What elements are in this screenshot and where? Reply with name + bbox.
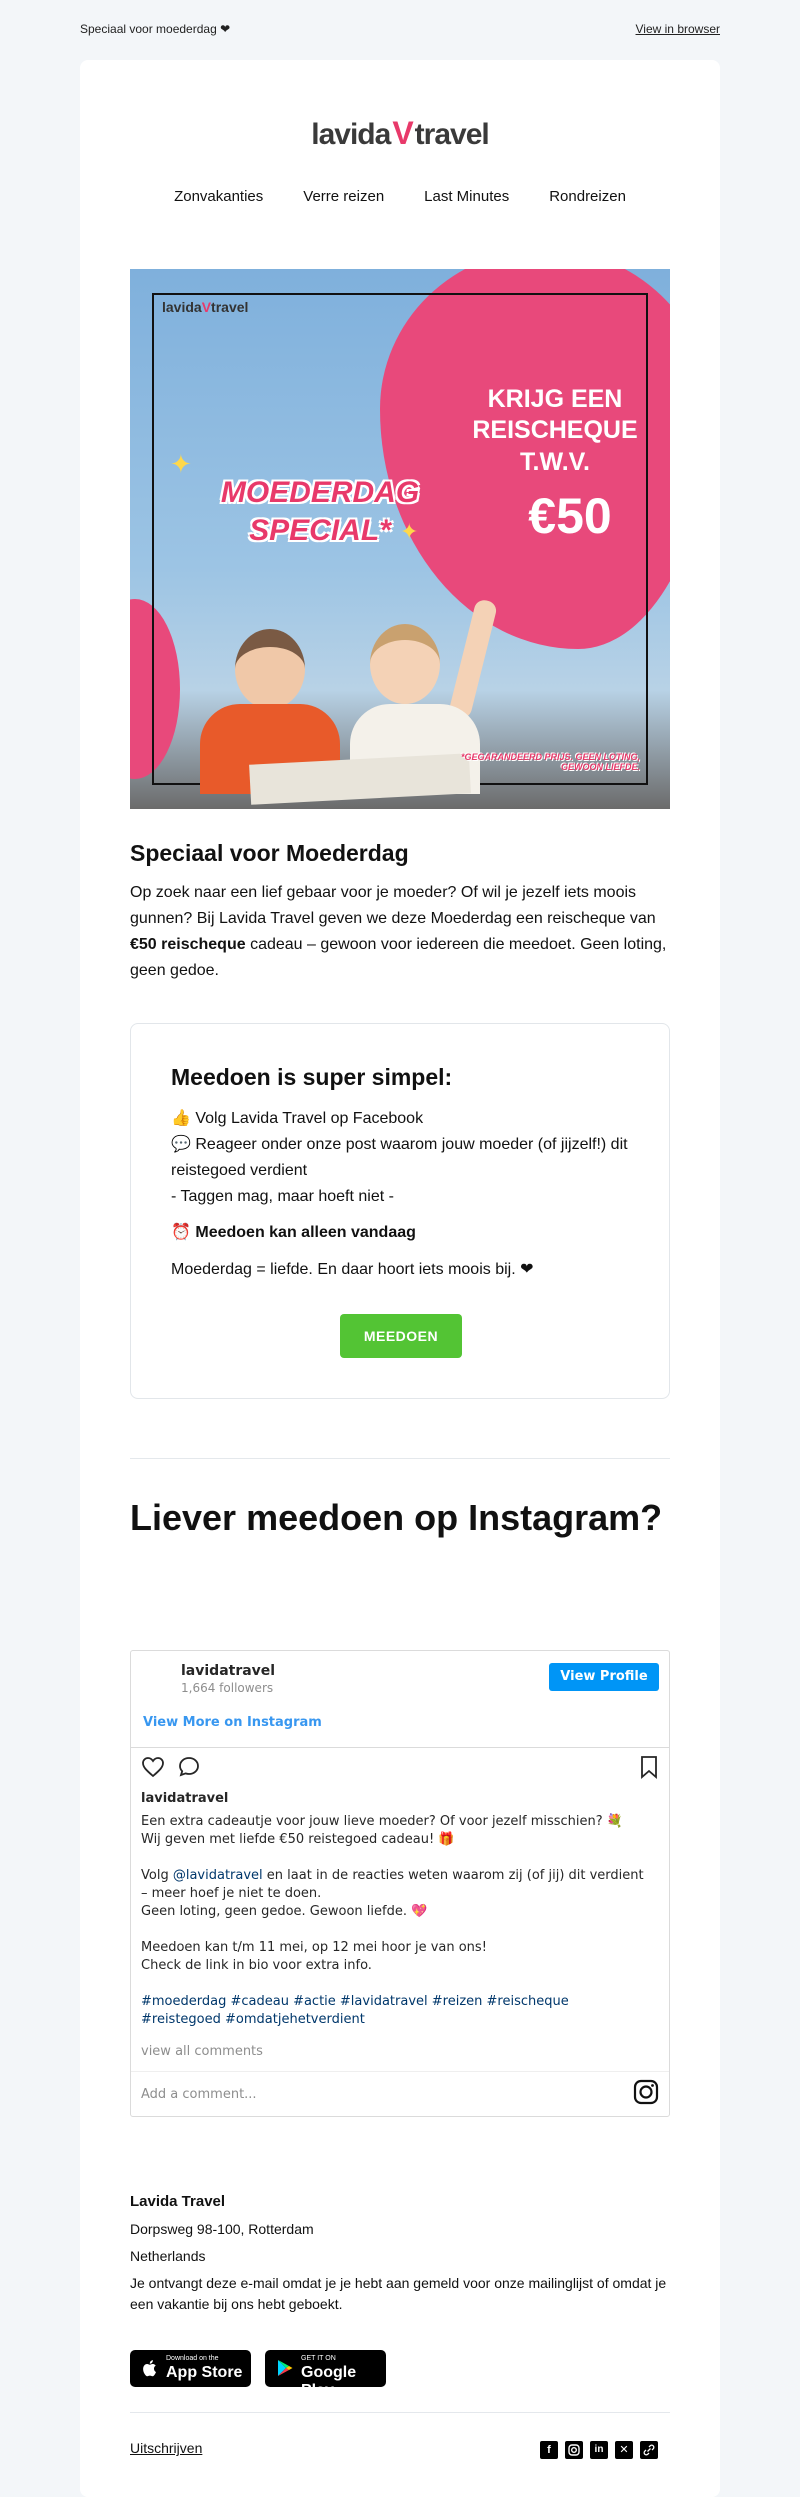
linkedin-icon[interactable]: in (590, 2441, 608, 2459)
bookmark-icon[interactable] (639, 1755, 659, 1779)
nav-item-zonvakanties[interactable]: Zonvakanties (174, 188, 264, 205)
hero-offer-line2: REISCHEQUE (472, 416, 638, 445)
steps-box (130, 1023, 670, 1399)
hero-fine-print (430, 752, 640, 772)
hero-logo-right: travel (211, 299, 249, 315)
instagram-embed (130, 1650, 670, 2117)
view-profile-button[interactable]: View Profile (549, 1663, 659, 1691)
caption-p3-line2: Check de link in bio voor extra info. (141, 1958, 372, 1973)
hero-title-line2: SPECIAL* (249, 513, 391, 547)
caption-p2-suffix: en laat in de reacties weten waarom zij (of jij) dit verdient – meer hoef je niet te doen. (141, 1868, 644, 1901)
view-all-comments-link[interactable]: view all comments (141, 2044, 263, 2059)
footer-country: Netherlands (130, 2248, 206, 2264)
step-deadline: ⏰ Meedoen kan alleen vandaag (171, 1224, 416, 1241)
link-icon[interactable] (640, 2441, 658, 2459)
mother-photo (200, 619, 340, 769)
app-store-badge[interactable] (130, 2350, 251, 2387)
section-divider (130, 1458, 670, 1459)
preheader-text: Speciaal voor moederdag ❤ (80, 22, 231, 36)
hero-title (200, 474, 440, 549)
email-card (80, 60, 720, 2497)
x-icon[interactable]: ✕ (615, 2441, 633, 2459)
caption-hashtags[interactable]: #moederdag #cadeau #actie #lavidatravel #reizen #reischeque #reistegoed #omdatjehetverdient (141, 1994, 569, 2027)
caption-mention-link[interactable]: @lavidatravel (172, 1868, 263, 1883)
footer-divider (130, 2412, 670, 2413)
instagram-avatar[interactable] (143, 1663, 173, 1693)
facebook-icon[interactable]: f (540, 2441, 558, 2459)
sparkle-icon: ✦ (400, 519, 419, 544)
apple-icon (140, 2358, 160, 2378)
google-play-icon (275, 2358, 295, 2378)
nav-item-last-minutes[interactable]: Last Minutes (424, 188, 510, 205)
footer-company: Lavida Travel (130, 2193, 226, 2210)
hero-amount: €50 (528, 488, 612, 544)
heart-icon[interactable] (141, 1755, 165, 1779)
step-follow: 👍 Volg Lavida Travel op Facebook (171, 1110, 424, 1127)
brand-logo-right: travel (414, 118, 489, 151)
caption-p3-line1: Meedoen kan t/m 11 mei, op 12 mei hoor je van ons! (141, 1940, 487, 1955)
hero-logo (162, 299, 248, 315)
hero-offer-line1: KRIJG EEN (487, 385, 623, 413)
instagram-icon[interactable] (565, 2441, 583, 2459)
steps-closing: Moederdag = liefde. En daar hoort iets moois bij. ❤ (171, 1261, 534, 1278)
app-store-small: Download on the (166, 2355, 219, 2362)
main-nav (80, 188, 720, 205)
nav-item-rondreizen[interactable]: Rondreizen (549, 188, 626, 205)
hero-offer-line3: T.W.V. (520, 447, 590, 476)
instagram-icon[interactable] (633, 2079, 659, 2105)
person-head (235, 629, 305, 709)
hero-logo-left: lavida (162, 299, 202, 315)
hero-fine-print-line1: *GEGARANDEERD PRIJS. GEEN LOTING, (460, 752, 640, 762)
meedoen-button[interactable]: MEEDOEN (340, 1314, 462, 1358)
pointing-arm (448, 598, 498, 720)
view-more-instagram-link[interactable]: View More on Instagram (143, 1715, 322, 1730)
instagram-divider (131, 1747, 669, 1748)
brand-logo[interactable] (80, 115, 720, 152)
brand-logo-left: lavida (311, 118, 391, 151)
caption-p2 (141, 1867, 651, 1903)
intro-heading: Speciaal voor Moederdag (130, 840, 409, 866)
caption-username[interactable]: lavidatravel (141, 1791, 229, 1806)
instagram-divider (131, 2071, 669, 2072)
footer-notice: Je ontvangt deze e-mail omdat je je hebt aan gemeld voor onze mailinglijst of omdat je een vakantie bij ons hebt geboekt. (130, 2275, 667, 2312)
view-in-browser-link[interactable]: View in browser (635, 22, 720, 36)
hero-banner[interactable] (130, 269, 670, 809)
steps-heading: Meedoen is super simpel: (171, 1064, 453, 1090)
hero-title-line1: MOEDERDAG (220, 476, 420, 509)
preheader (0, 0, 800, 60)
google-play-badge[interactable] (265, 2350, 386, 2399)
add-comment-input[interactable]: Add a comment... (141, 2087, 257, 2102)
step-comment: 💬 Reageer onder onze post waarom jouw moeder (of jijzelf!) dit reistegoed verdient (171, 1136, 628, 1179)
step-tag-note: - Taggen mag, maar hoeft niet - (171, 1188, 394, 1205)
intro-text-after: cadeau – gewoon voor iedereen die meedoet. Geen loting, geen gedoe. (130, 936, 667, 979)
intro-text-before: Op zoek naar een lief gebaar voor je moeder? Of wil je jezelf iets moois gunnen? Bij Lavida Travel geven we deze Moederdag een reischeque van (130, 884, 656, 927)
footer-address: Dorpsweg 98-100, Rotterdam (130, 2221, 314, 2237)
heart-v-icon: V (392, 115, 413, 151)
intro-text (130, 880, 670, 984)
instagram-heading: Liever meedoen op Instagram? (130, 1497, 663, 1538)
google-play-big: Google Play (301, 2364, 357, 2399)
heart-v-icon: V (201, 299, 212, 315)
caption-p1-line2: Wij geven met liefde €50 reistegoed cadeau! 🎁 (141, 1832, 455, 1847)
caption-p2-prefix: Volg (141, 1868, 173, 1883)
hero-fine-print-line2: GEWOON LIEFDE. (560, 762, 640, 772)
person-head (370, 624, 440, 704)
google-play-small: GET IT ON (301, 2355, 336, 2362)
nav-item-verre-reizen[interactable]: Verre reizen (303, 188, 385, 205)
sparkle-icon: ✦ (170, 449, 192, 479)
caption-p1-line1: Een extra cadeautje voor jouw lieve moeder? Of voor jezelf misschien? 💐 (141, 1814, 623, 1829)
intro-text-bold: €50 reischeque (130, 936, 246, 953)
unsubscribe-link[interactable]: Uitschrijven (130, 2440, 203, 2456)
comment-icon[interactable] (177, 1755, 201, 1779)
instagram-username[interactable]: lavidatravel (181, 1663, 276, 1679)
caption-p2-line3: Geen loting, geen gedoe. Gewoon liefde. 💖 (141, 1904, 428, 1919)
app-store-big: App Store (166, 2364, 243, 2381)
hero-offer (470, 384, 640, 478)
instagram-followers: 1,664 followers (181, 1681, 274, 1695)
